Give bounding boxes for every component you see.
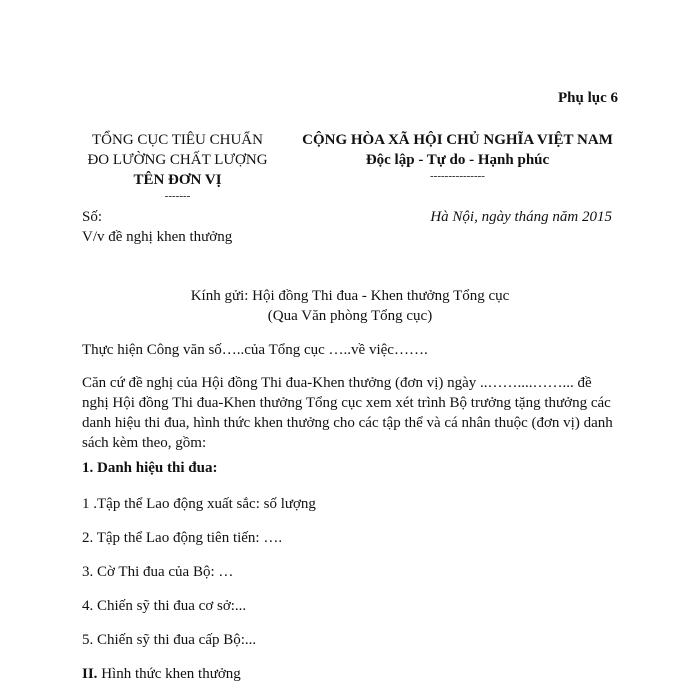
org-divider: -------	[164, 190, 191, 202]
subject-line: V/v đề nghị khen thưởng	[82, 229, 233, 245]
basis-row: Căn cứ đề nghị của Hội đồng Thi đua-Khen thưởng (đơn vị) ngày ..……....……... đề	[82, 375, 592, 391]
national-motto: Độc lập - Tự do - Hạnh phúc	[365, 152, 550, 168]
section-2-number: II.	[82, 666, 98, 682]
list-item: 1 .Tập thể Lao động xuất sắc: số lượng	[82, 496, 316, 512]
basis-paragraph	[82, 373, 622, 453]
intro-paragraph: Thực hiện Công văn số…..của Tổng cục …..về việc…….	[82, 342, 428, 358]
organization-header	[70, 130, 285, 202]
country-name: CỘNG HÒA XÃ HỘI CHỦ NGHĨA VIỆT NAM	[302, 132, 613, 148]
section-1-title: Danh hiệu thi đua:	[97, 460, 218, 476]
basis-row: danh hiệu thi đua, hình thức khen thưởng cho các tập thể và cá nhân thuộc (đơn vị) danh	[82, 415, 613, 431]
section-2-heading	[82, 666, 241, 683]
unit-name: TÊN ĐƠN VỊ	[133, 172, 222, 188]
list-item: 5. Chiến sỹ thi đua cấp Bộ:...	[82, 632, 257, 648]
list-item: 2. Tập thể Lao động tiên tiến: ….	[82, 530, 283, 546]
section-2-title: Hình thức khen thưởng	[101, 666, 241, 682]
org-name-line1: TỔNG CỤC TIÊU CHUẨN	[92, 132, 263, 148]
section-1-number: 1.	[82, 460, 94, 476]
national-divider: ---------------	[430, 170, 485, 182]
list-item: 4. Chiến sỹ thi đua cơ sở:...	[82, 598, 247, 614]
org-name-line2: ĐO LƯỜNG CHẤT LƯỢNG	[87, 152, 268, 168]
national-header	[285, 130, 630, 182]
section-1-heading	[82, 460, 217, 477]
appendix-label: Phụ lục 6	[557, 90, 618, 106]
recipient-block	[0, 286, 700, 326]
basis-row: nghị Hội đồng Thi đua-Khen thưởng Tổng cục xem xét trình Bộ trưởng tặng thưởng các	[82, 395, 611, 411]
recipient-via: (Qua Văn phòng Tổng cục)	[267, 308, 433, 324]
recipient-line: Kính gửi: Hội đồng Thi đua - Khen thưởng Tổng cục	[190, 288, 510, 304]
basis-row: sách kèm theo, gồm:	[82, 435, 207, 451]
place-date: Hà Nội, ngày tháng năm 2015	[430, 209, 612, 225]
reference-number: Số:	[82, 209, 103, 225]
list-item: 3. Cờ Thi đua của Bộ: …	[82, 564, 234, 580]
